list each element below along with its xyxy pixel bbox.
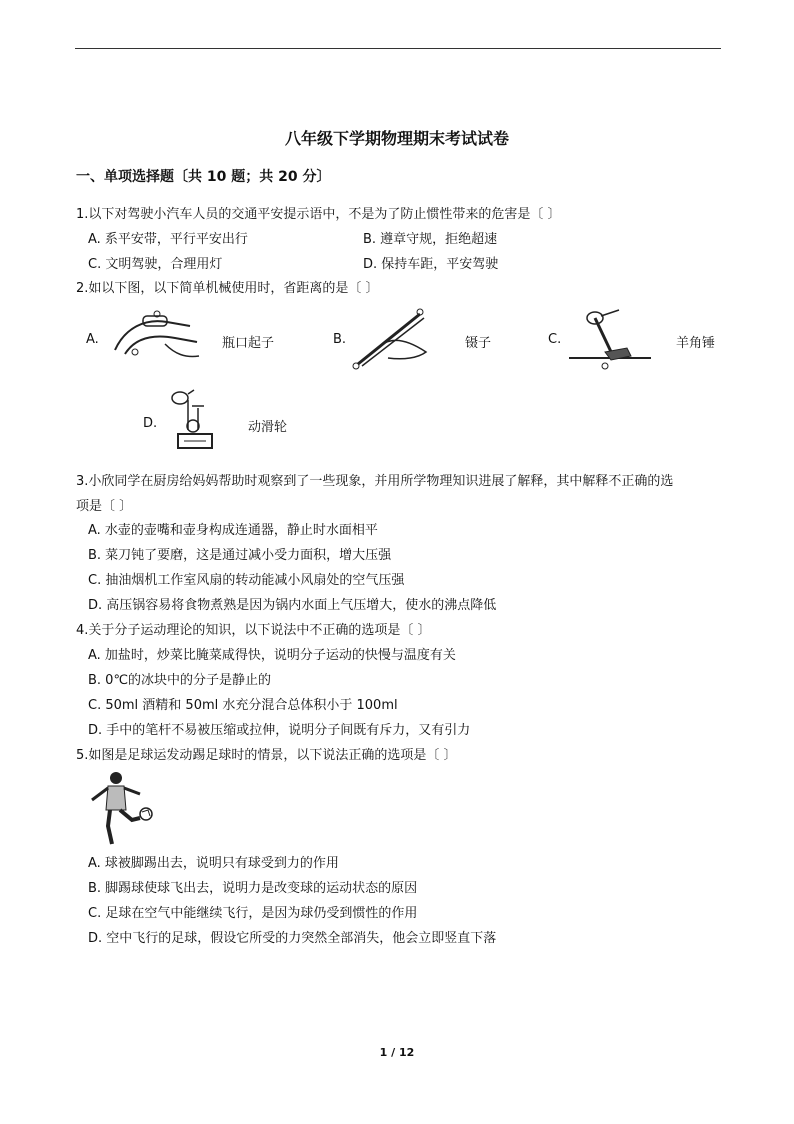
question-2-option-d-letter: D. [143,416,158,431]
question-4-option-d: D. 手中的笔杆不易被压缩或拉伸，说明分子间既有斥力，又有引力 [88,723,471,738]
question-3-option-c: C. 抽油烟机工作室风扇的转动能减小风扇处的空气压强 [88,573,405,588]
question-3-option-b: B. 菜刀钝了要磨，这是通过减小受力面积，增大压强 [88,548,392,563]
question-2-option-a-letter: A. [86,332,99,347]
question-1-option-b: B. 遵章守规，拒绝超速 [363,232,498,247]
question-2-option-d-label: 动滑轮 [248,420,288,435]
question-5-option-d: D. 空中飞行的足球，假设它所受的力突然全部消失，他会立即竖直下落 [88,931,497,946]
question-3-stem-line2: 项是〔 〕 [76,499,133,514]
question-2-option-c-letter: C. [548,332,562,347]
section-heading: 一、单项选择题〔共 10 题；共 20 分〕 [76,169,331,185]
question-2-option-c-label: 羊角锤 [676,336,716,351]
header-rule [75,48,721,49]
question-5-option-c: C. 足球在空气中能继续飞行，是因为球仍受到惯性的作用 [88,906,418,921]
question-2-option-a-label: 瓶口起子 [222,336,275,351]
movable-pulley-figure [164,386,228,454]
bottle-opener-figure [105,308,205,364]
question-3-option-d: D. 高压锅容易将食物煮熟是因为锅内水面上气压增大，使水的沸点降低 [88,598,497,613]
page-title: 八年级下学期物理期末考试试卷 [284,129,509,148]
question-2-option-b-label: 镊子 [465,336,492,351]
question-5-option-b: B. 脚踢球使球飞出去，说明力是改变球的运动状态的原因 [88,881,418,896]
question-2-stem: 2.如以下图，以下简单机械使用时，省距离的是〔 〕 [76,281,379,296]
football-player-figure [86,770,156,846]
page-number: 1 / 12 [379,1046,415,1059]
question-3-stem-line1: 3.小欣同学在厨房给妈妈帮助时观察到了一些现象，并用所学物理知识进展了解释，其中解释不正确的选 [76,474,674,489]
question-5-option-a: A. 球被脚踢出去，说明只有球受到力的作用 [88,856,339,871]
question-4-stem: 4.关于分子运动理论的知识，以下说法中不正确的选项是〔 〕 [76,623,431,638]
question-3-option-a: A. 水壶的壶嘴和壶身构成连通器，静止时水面相平 [88,523,378,538]
question-4-option-a: A. 加盐时，炒菜比腌菜咸得快，说明分子运动的快慢与温度有关 [88,648,456,663]
claw-hammer-figure [565,308,655,372]
question-1-option-a: A. 系平安带，平行平安出行 [88,232,248,247]
question-1-stem: 1.以下对驾驶小汽车人员的交通平安提示语中，不是为了防止惯性带来的危害是〔 〕 [76,207,561,222]
question-1-option-c: C. 文明驾驶，合理用灯 [88,257,223,272]
question-5-stem: 5.如图是足球运发动踢足球时的情景，以下说法正确的选项是〔 〕 [76,748,457,763]
question-4-option-b: B. 0℃的冰块中的分子是静止的 [88,673,272,688]
tweezers-figure [348,306,438,370]
question-4-option-c: C. 50ml 酒精和 50ml 水充分混合总体积小于 100ml [88,698,398,713]
question-1-option-d: D. 保持车距，平安驾驶 [363,257,499,272]
question-2-option-b-letter: B. [333,332,347,347]
